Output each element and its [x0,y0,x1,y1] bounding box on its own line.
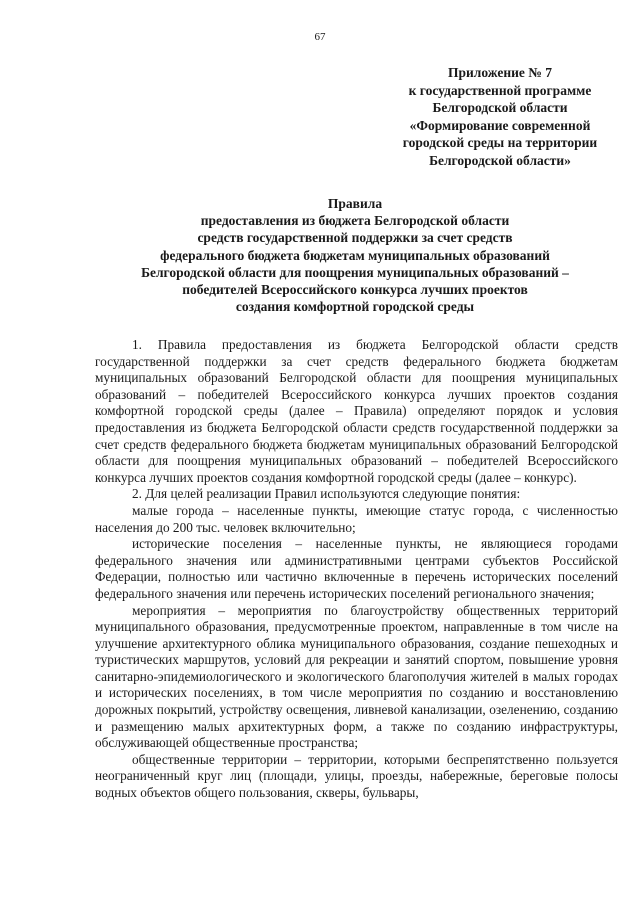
title-line: федерального бюджета бюджетам муниципальных образований [160,247,550,263]
appendix-header [385,64,615,169]
paragraph-rules-scope: 1. Правила предоставления из бюджета Белгородской области средств государственной поддержки за счет средств федерального бюджета бюджетам муниципальных образований Белгородской области для поощрения муниципальных образований – победителей Всероссийского конкурса лучших проектов создания комфортной городской среды (далее – Правила) определяют порядок и условия предоставления из бюджета Белгородской области средств государственной поддержки за счет средств федерального бюджета бюджетам муниципальных образований Белгородской области для поощрения муниципальных образований – победителей Всероссийского конкурса лучших проектов создания комфортной городской среды (далее – конкурс). [95,337,618,485]
title-line: победителей Всероссийского конкурса лучших проектов [182,282,528,298]
appendix-line: Приложение № 7 [448,65,552,80]
title-line: Белгородской области для поощрения муниципальных образований – [141,264,569,280]
paragraph-small-towns: малые города – населенные пункты, имеющие статус города, с численностью населения до 200 тыс. человек включительно; [95,502,618,535]
title-line: создания комфортной городской среды [235,299,475,315]
title-line: средств государственной поддержки за счет средств [197,230,513,246]
appendix-line: Белгородской области» [429,152,571,168]
paragraph-definitions-intro: 2. Для целей реализации Правил используются следующие понятия: [132,486,521,502]
paragraph-historic-settlements: исторические поселения – населенные пункты, не являющиеся городами федерального значения или административными центрами субъектов Российской Федерации, полностью или частично включенные в перечень исторических поселений федерального значения или перечень исторических поселений регионального значения; [95,536,618,601]
appendix-line: Белгородской области [432,100,568,115]
title-line: Правила [327,196,383,211]
appendix-line: к государственной программе [408,82,592,98]
title-line: предоставления из бюджета Белгородской области [200,213,510,229]
document-body [95,337,618,802]
document-title [60,195,640,315]
paragraph-public-territories: общественные территории – территории, которыми беспрепятственно пользуется неограниченный круг лиц (площади, улицы, проезды, набережные, береговые полосы водных объектов общего пользования, скверы, бульвары, [95,751,618,801]
paragraph-activities: мероприятия – мероприятия по благоустройству общественных территорий муниципального образования, предусмотренные проектом, направленные в том числе на улучшение архитектурного облика муниципального образования, создание пешеходных и туристических маршрутов, условий для рекреации и занятий спортом, повышение уровня санитарно-эпидемиологического и экологического благополучия жителей в малых городах и исторических поселениях, в том числе мероприятия по созданию и восстановлению дорожных покрытий, устройству освещения, ливневой канализации, озеленению, созданию и размещению малых архитектурных форм, а также по созданию инфраструктуры, обслуживающей общественные пространства; [95,602,618,751]
appendix-line: «Формирование современной [409,117,591,133]
page-number: 67 [314,31,326,43]
appendix-line: городской среды на территории [402,135,598,150]
